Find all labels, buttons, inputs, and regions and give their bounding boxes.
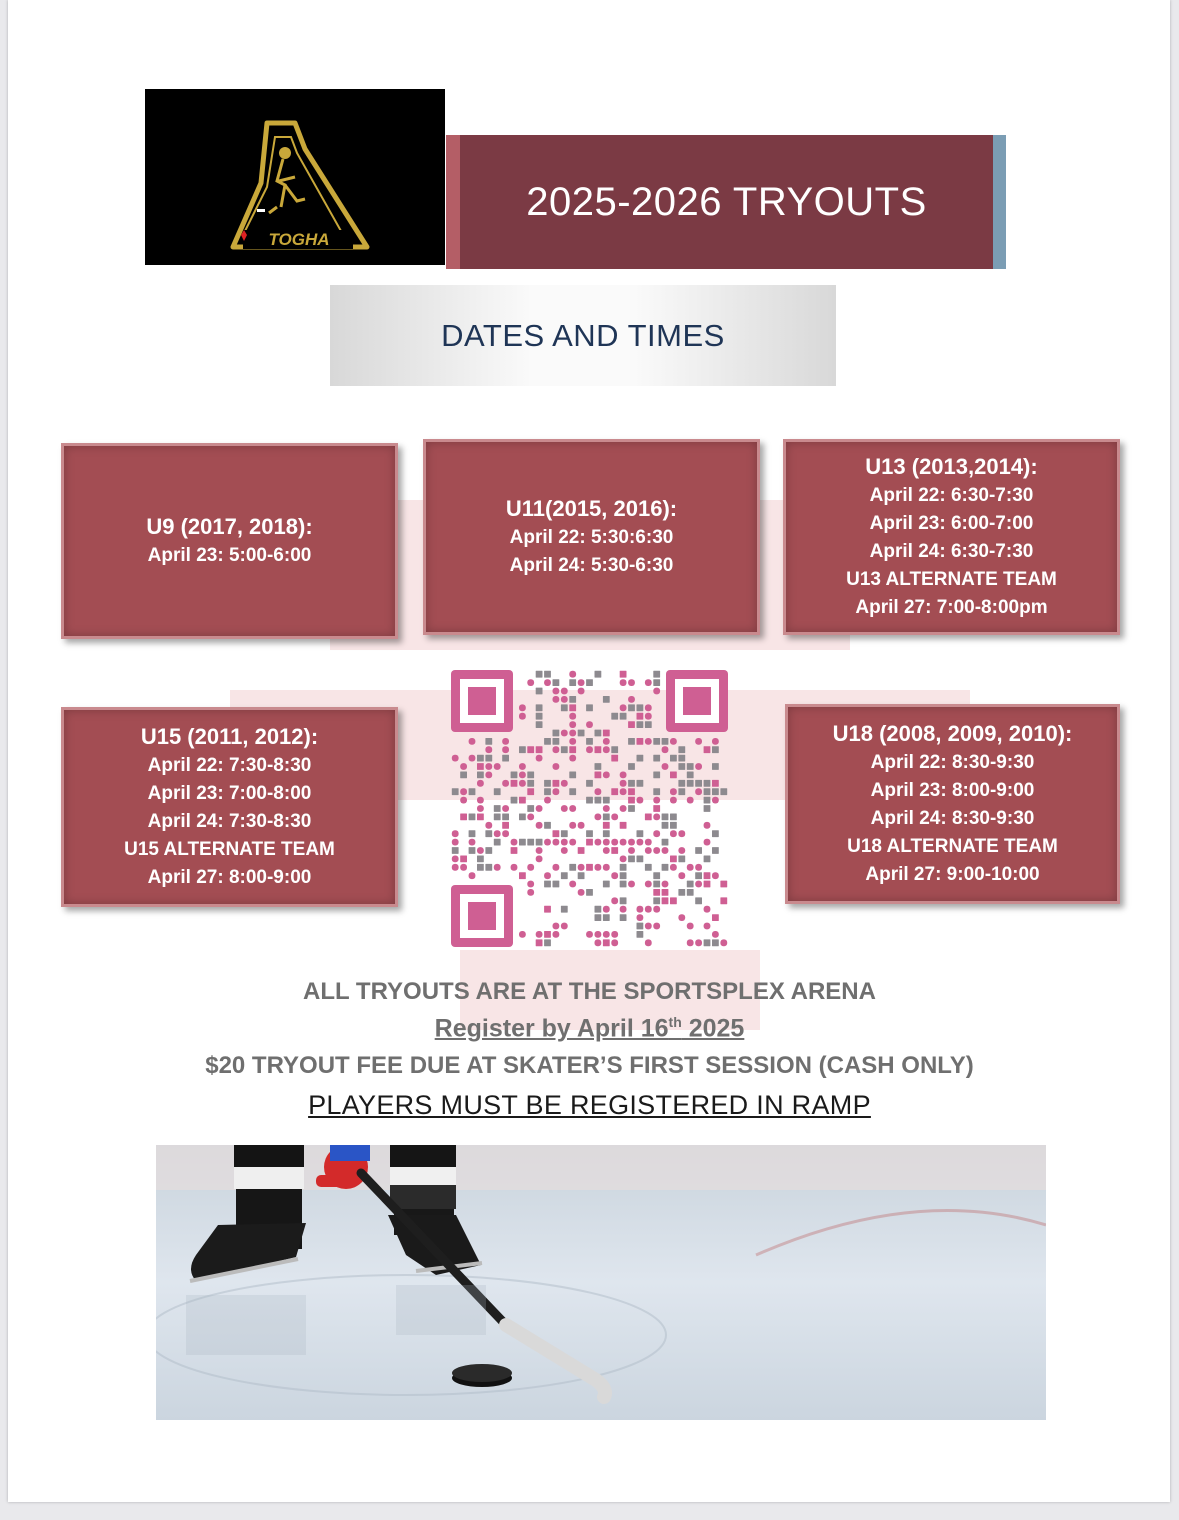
schedule-heading: U9 (2017, 2018):	[146, 514, 313, 539]
hockey-player-logo-icon	[145, 89, 445, 265]
schedule-line: April 24: 8:30-9:30	[870, 808, 1035, 829]
schedule-line: April 24: 5:30-6:30	[509, 555, 674, 576]
schedule-box-u15	[61, 707, 398, 907]
register-deadline	[0, 1014, 1179, 1043]
schedule-line: April 22: 6:30-7:30	[869, 485, 1034, 506]
schedule-line: April 23: 5:00-6:00	[147, 545, 312, 566]
schedule-line: April 27: 9:00-10:00	[865, 864, 1040, 885]
schedule-line: April 22: 8:30-9:30	[870, 752, 1035, 773]
schedule-line: April 22: 5:30:6:30	[509, 527, 674, 548]
schedule-line: April 27: 8:00-9:00	[147, 867, 312, 888]
schedule-line: U13 ALTERNATE TEAM	[846, 569, 1057, 590]
schedule-heading: U15 (2011, 2012):	[140, 724, 319, 749]
register-sup: th	[668, 1014, 682, 1030]
club-logo	[145, 89, 445, 265]
schedule-box-u11	[423, 439, 760, 635]
schedule-box-u13	[783, 439, 1120, 635]
logo-text: TOGHA	[268, 230, 330, 249]
banner-right-stripe	[993, 135, 1006, 269]
schedule-heading: U13 (2013,2014):	[865, 454, 1038, 479]
fee-text: $20 TRYOUT FEE DUE AT SKATER’S FIRST SESSION (CASH ONLY)	[205, 1052, 974, 1079]
schedule-heading: U18 (2008, 2009, 2010):	[832, 721, 1073, 746]
schedule-heading: U11(2015, 2016):	[505, 496, 678, 521]
schedule-line: U15 ALTERNATE TEAM	[124, 839, 335, 860]
schedule-line: April 23: 7:00-8:00	[147, 783, 312, 804]
schedule-box-u18	[785, 704, 1120, 904]
schedule-line: April 24: 7:30-8:30	[147, 811, 312, 832]
title-banner	[446, 135, 1006, 269]
qr-code-icon[interactable]	[451, 670, 728, 947]
ramp-requirement: PLAYERS MUST BE REGISTERED IN RAMP	[308, 1090, 871, 1120]
dates-and-times-heading: DATES AND TIMES	[330, 285, 836, 386]
page-title: 2025-2026 TRYOUTS	[526, 179, 927, 224]
schedule-line: April 27: 7:00-8:00pm	[855, 597, 1048, 618]
banner-left-stripe	[446, 135, 460, 269]
hockey-photo	[156, 1145, 1046, 1420]
schedule-line: April 23: 6:00-7:00	[869, 513, 1034, 534]
schedule-line: U18 ALTERNATE TEAM	[847, 836, 1058, 857]
schedule-line: April 22: 7:30-8:30	[147, 755, 312, 776]
schedule-box-u9	[61, 443, 398, 639]
register-suffix: 2025	[681, 1014, 745, 1043]
register-prefix: Register by April 16	[434, 1014, 669, 1043]
schedule-line: April 24: 6:30-7:30	[869, 541, 1034, 562]
schedule-line: April 23: 8:00-9:00	[870, 780, 1035, 801]
location-text: ALL TRYOUTS ARE AT THE SPORTSPLEX ARENA	[303, 978, 876, 1005]
